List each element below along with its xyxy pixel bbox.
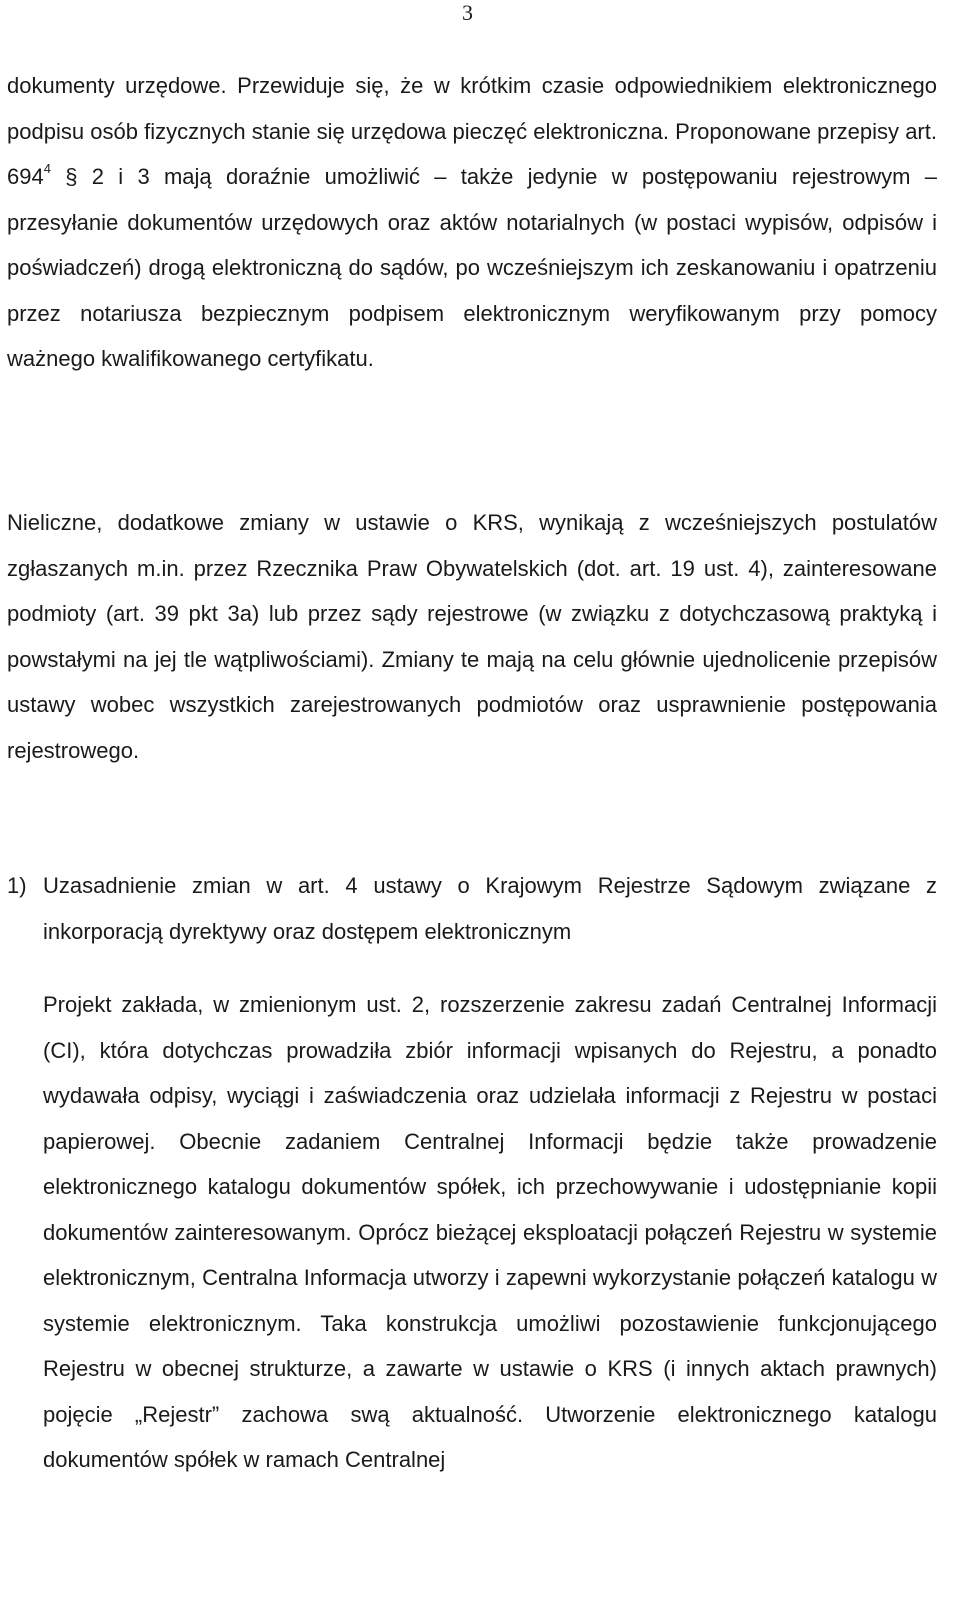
section-number: 1) [7,873,27,898]
paragraph-additional-changes: Nieliczne, dodatkowe zmiany w ustawie o KRS, wynikają z wcześniejszych postulatów zgłaszanych m.in. przez Rzecznika Praw Obywatelskich (dot. art. 19 ust. 4), zainteresowane podmioty (art. 39 pkt 3a) lub przez sądy rejestrowe (w związku z dotychczasową praktyką i powstałymi na jej tle wątpliwościami). Zmiany te mają na celu głównie ujednolicenie przepisów ustawy wobec wszystkich zarejestrowanych podmiotów oraz usprawnienie postępowania rejestrowego. [7,510,937,763]
paragraph-text: dokumenty urzędowe. Przewiduje się, że w krótkim czasie odpowiednikiem elektronicznego podpisu osób fizycznych stanie się urzędowa pieczęć elektroniczna. Proponowane przepisy art. 694 [7,73,937,189]
paragraph-electronic-documents [7,63,937,382]
superscript: 4 [43,160,51,176]
section-heading-text: Uzasadnienie zmian w art. 4 ustawy o Krajowym Rejestrze Sądowym związane z inkorporacją dyrektywy oraz dostępem elektronicznym [43,873,937,944]
paragraph-central-information: Projekt zakłada, w zmienionym ust. 2, rozszerzenie zakresu zadań Centralnej Informacji (CI), która dotychczas prowadziła zbiór informacji wpisanych do Rejestru, a ponadto wydawała odpisy, wyciągi i zaświadczenia oraz udzielała informacji z Rejestru w postaci papierowej. Obecnie zadaniem Centralnej Informacji będzie także prowadzenie elektronicznego katalogu dokumentów spółek, ich przechowywanie i udostępnianie kopii dokumentów zainteresowanym. Oprócz bieżącej eksploatacji połączeń Rejestru w systemie elektronicznym, Centralna Informacja utworzy i zapewni wykorzystanie połączeń katalogu w systemie elektronicznym. Taka konstrukcja umożliwi pozostawienie funkcjonującego Rejestru w obecnej strukturze, a zawarte w ustawie o KRS (i innych aktach prawnych) pojęcie „Rejestr” zachowa swą aktualność. Utworzenie elektronicznego katalogu dokumentów spółek w ramach Centralnej [43,992,937,1472]
section-heading [7,863,937,954]
page-number: 3 [462,0,473,25]
paragraph-text: § 2 i 3 mają doraźnie umożliwić – także jedynie w postępowaniu rejestrowym – przesyłanie dokumentów urzędowych oraz aktów notarialnych (w postaci wypisów, odpisów i poświadczeń) drogą elektroniczną do sądów, po wcześniejszym ich zeskanowaniu i opatrzeniu przez notariusza bezpiecznym podpisem elektronicznym weryfikowanym przy pomocy ważnego kwalifikowanego certyfikatu. [7,164,937,371]
